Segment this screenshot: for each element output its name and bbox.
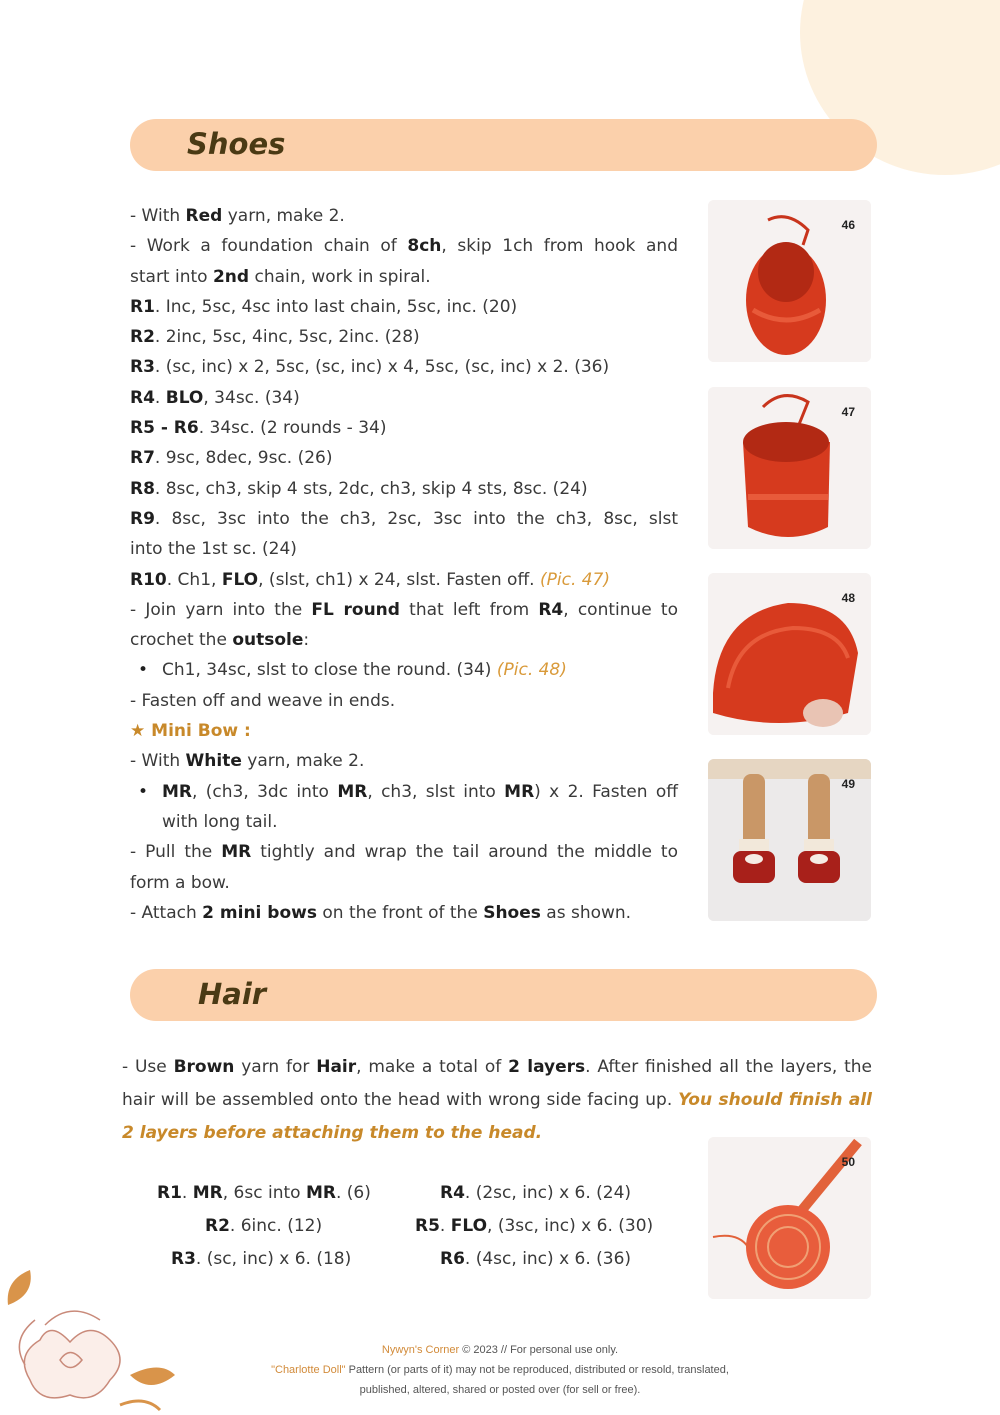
instruction-line: - With White yarn, make 2. [130,751,365,772]
photo-number: 47 [841,405,855,419]
footer-line-1: Nywyn's Corner © 2023 // For personal use only. [381,1344,619,1356]
hair-section-banner [130,969,877,1021]
round-r9: R9. 8sc, 3sc into the ch3, 2sc, 3sc into the ch3, 8sc, slst [130,508,678,529]
round-r7: R7. 9sc, 8dec, 9sc. (26) [130,448,333,469]
round-r1: R1. Inc, 5sc, 4sc into last chain, 5sc, inc. (20) [130,296,518,317]
round-r8: R8. 8sc, ch3, skip 4 sts, 2dc, ch3, skip 4 sts, 8sc. (24) [130,478,588,499]
round-r2: R2. 2inc, 5sc, 4inc, 5sc, 2inc. (28) [130,327,420,348]
footer-line-3: published, altered, shared or posted over (for sell or free). [359,1384,641,1396]
hair-round-r2: R2. 6inc. (12) [205,1216,323,1236]
footer-line-2: "Charlotte Doll" Pattern (or parts of it) may not be reproduced, distributed or resold, translated, [271,1364,729,1376]
bullet-item: • Ch1, 34sc, slst to close the round. (34) (Pic. 48) [130,655,678,685]
photo-50-hair-layer [708,1137,871,1299]
instruction-line: - Work a foundation chain of 8ch, skip 1ch from hook and [130,236,678,257]
round-r10: R10. Ch1, FLO, (slst, ch1) x 24, slst. Fasten off. (Pic. 47) [130,569,611,590]
instruction-line: - With Red yarn, make 2. [130,206,345,226]
instruction-line: start into 2nd chain, work in spiral. [130,266,431,287]
hair-round-r5: R5. FLO, (3sc, inc) x 6. (30) [415,1216,654,1236]
hair-round-r1: R1. MR, 6sc into MR. (6) [157,1183,371,1203]
bullet-item: • MR, (ch3, 3dc into MR, ch3, slst into MR) x 2. Fasten off [130,777,678,807]
shoes-title: Shoes [187,127,286,161]
hair-round-r6: R6. (4sc, inc) x 6. (36) [440,1249,632,1269]
round-r3: R3. (sc, inc) x 2, 5sc, (sc, inc) x 4, 5sc, (sc, inc) x 2. (36) [130,357,610,378]
shoes-section-banner [130,119,877,171]
photo-number: 49 [841,777,855,791]
shoes-instructions [130,201,678,928]
round-r5-r6: R5 - R6. 34sc. (2 rounds - 34) [130,418,387,439]
photo-47-shoe [708,387,871,549]
hair-round-r3: R3. (sc, inc) x 6. (18) [171,1249,352,1269]
mini-bow-heading: ★ Mini Bow : [130,721,251,742]
hair-title: Hair [198,977,267,1011]
instruction-line: - Fasten off and weave in ends. [130,690,396,711]
instruction-line: - Attach 2 mini bows on the front of the Shoes as shown. [130,902,632,923]
hair-round-r4: R4. (2sc, inc) x 6. (24) [440,1183,632,1203]
photo-number: 48 [841,591,855,605]
hair-intro-paragraph: - Use Brown yarn for Hair, make a total of 2 layers. After finished all the layers, the hair will be assembled onto the head with wrong side facing up. You should finish all 2 layers before attaching them to the head. [122,1057,873,1143]
photo-49-finished-shoes [708,759,871,921]
photo-48-outsole [708,573,871,735]
photo-number: 46 [841,218,855,232]
photo-number: 50 [841,1155,855,1169]
round-r9-cont: into the 1st sc. (24) [130,539,297,560]
instruction-line: - Join yarn into the FL round that left from R4, continue to [130,599,679,620]
round-r4: R4. BLO, 34sc. (34) [130,387,300,408]
instruction-line: crochet the outsole: [130,630,310,651]
instruction-line: form a bow. [130,872,230,893]
bullet-item-cont: with long tail. [162,811,278,832]
photo-46-shoe [708,200,871,362]
instruction-line: - Pull the MR tightly and wrap the tail around the middle to [130,842,679,863]
